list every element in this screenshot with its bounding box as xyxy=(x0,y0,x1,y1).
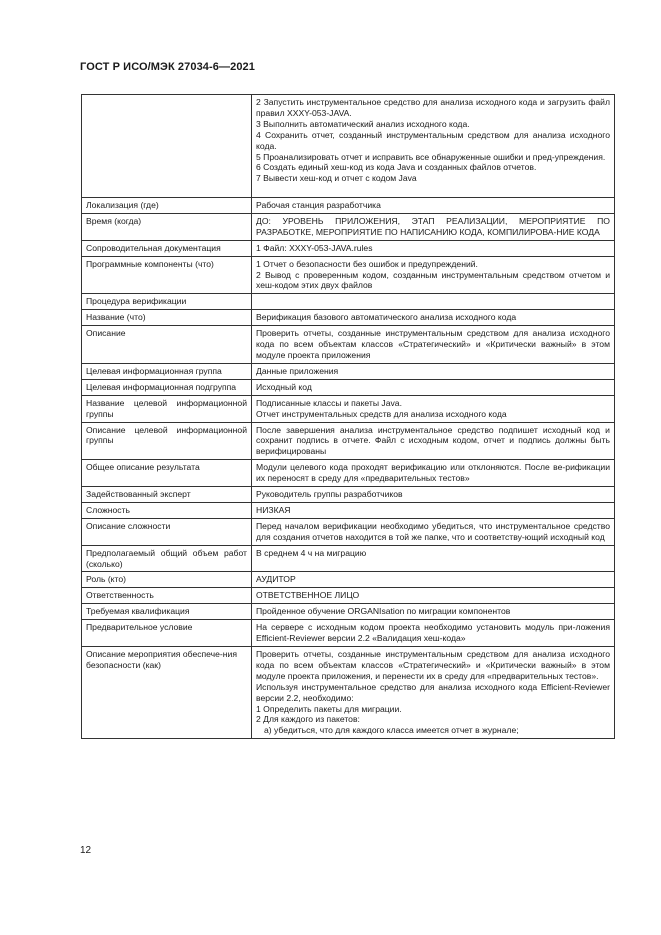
row-value: Верификация базового автоматического анализа исходного кода xyxy=(252,310,615,326)
row-label: Целевая информационная подгруппа xyxy=(82,379,252,395)
row-label: Время (когда) xyxy=(82,213,252,240)
row-value: ДО: УРОВЕНЬ ПРИЛОЖЕНИЯ, ЭТАП РЕАЛИЗАЦИИ, МЕРОПРИЯТИЕ ПО РАЗРАБОТКЕ, МЕРОПРИЯТИЕ ПО НАПИСАНИЮ КОДА, КОМПИЛИРОВА-НИЕ КОДА xyxy=(252,213,615,240)
value-line: 1 Отчет о безопасности без ошибок и предупреждений. xyxy=(256,258,478,269)
row-label: Предполагаемый общий объем работ (сколько) xyxy=(82,545,252,572)
table-row xyxy=(82,620,615,647)
row-value xyxy=(252,95,615,198)
row-value xyxy=(252,395,615,422)
value-line: 2 Для каждого из пакетов: xyxy=(256,714,360,725)
row-value: Проверить отчеты, созданные инструментальным средством для анализа исходного кода по всем объектам классов «Стратегический» и «Критически важный» в этом модуле проекта приложения xyxy=(252,326,615,364)
step-line: 6 Создать единый хеш-код из кода Java и созданных файлов отчетов. xyxy=(256,162,537,173)
step-line: 5 Проанализировать отчет и исправить все обнаруженные ошибки и пред-упреждения. xyxy=(256,151,606,162)
row-value xyxy=(252,647,615,739)
row-label: Описание мероприятия обеспече-ния безопасности (как) xyxy=(82,647,252,739)
row-value: Рабочая станция разработчика xyxy=(252,198,615,214)
value-line: Отчет инструментальных средств для анализа исходного кода xyxy=(256,408,507,419)
value-line: Используя инструментальное средство для анализа исходного кода Efficient-Reviewer версии 2.2, необходимо: xyxy=(256,681,610,703)
row-label: Предварительное условие xyxy=(82,620,252,647)
value-line: Проверить отчеты, созданные инструментальным средством для анализа исходного кода по всем объектам классов «Стратегический» и «Критически важный» в этом модуле проекта приложения, и перенести их в среду для «предварительных тестов». xyxy=(256,649,610,681)
table-row xyxy=(82,460,615,487)
row-value xyxy=(252,294,615,310)
row-label: Процедура верификации xyxy=(82,294,252,310)
row-label: Описание сложности xyxy=(82,518,252,545)
row-label: Ответственность xyxy=(82,588,252,604)
value-line: 1 Определить пакеты для миграции. xyxy=(256,703,402,714)
row-value: Данные приложения xyxy=(252,363,615,379)
row-label: Программные компоненты (что) xyxy=(82,256,252,294)
value-line: а) убедиться, что для каждого класса имеется отчет в журнале; xyxy=(264,725,519,736)
step-line: 3 Выполнить автоматический анализ исходного кода. xyxy=(256,118,470,129)
row-label: Название целевой информационной группы xyxy=(82,395,252,422)
row-label: Целевая информационная группа xyxy=(82,363,252,379)
row-value: Перед началом верификации необходимо убедиться, что инструментальное средство для создания отчетов находится в той же папке, что и соответству-ющий исходный код xyxy=(252,518,615,545)
value-line: Подписанные классы и пакеты Java. xyxy=(256,397,402,408)
row-label xyxy=(82,95,252,198)
row-value: После завершения анализа инструментальное средство подпишет исходный код и сохранит подпись в отчете. Файл с исходным кодом, отчет и подпись должны быть верифицированы xyxy=(252,422,615,460)
row-label: Сопроводительная документация xyxy=(82,240,252,256)
row-value: АУДИТОР xyxy=(252,572,615,588)
row-label: Задействованный эксперт xyxy=(82,487,252,503)
row-value xyxy=(252,256,615,294)
table-row xyxy=(82,604,615,620)
table-row xyxy=(82,95,615,198)
row-value: 1 Файл: XXXY-053-JAVA.rules xyxy=(252,240,615,256)
row-label: Требуемая квалификация xyxy=(82,604,252,620)
row-value: Руководитель группы разработчиков xyxy=(252,487,615,503)
table-row xyxy=(82,572,615,588)
table-row xyxy=(82,198,615,214)
table-row xyxy=(82,588,615,604)
row-label: Роль (кто) xyxy=(82,572,252,588)
row-value: ОТВЕТСТВЕННОЕ ЛИЦО xyxy=(252,588,615,604)
table-row xyxy=(82,256,615,294)
table-row xyxy=(82,502,615,518)
row-label: Локализация (где) xyxy=(82,198,252,214)
table-row xyxy=(82,379,615,395)
row-value: В среднем 4 ч на миграцию xyxy=(252,545,615,572)
row-value: НИЗКАЯ xyxy=(252,502,615,518)
row-value: Исходный код xyxy=(252,379,615,395)
row-value: На сервере с исходным кодом проекта необходимо установить модуль при-ложения Efficient-Reviewer версии 2.2 «Валидация хеш-кода» xyxy=(252,620,615,647)
row-value: Пройденное обучение ORGANIsation по миграции компонентов xyxy=(252,604,615,620)
row-label: Сложность xyxy=(82,502,252,518)
step-line: 7 Вывести хеш-код и отчет с кодом Java xyxy=(256,173,417,184)
table-row xyxy=(82,518,615,545)
table-row xyxy=(82,294,615,310)
table-row xyxy=(82,395,615,422)
table-row xyxy=(82,363,615,379)
verification-table xyxy=(81,94,615,739)
page-number: 12 xyxy=(80,845,92,856)
table-row xyxy=(82,422,615,460)
table-row xyxy=(82,240,615,256)
row-value: Модули целевого кода проходят верификацию или отклоняются. После ве-рификации их переносят в среду для «предварительных тестов» xyxy=(252,460,615,487)
table-row xyxy=(82,487,615,503)
table-row xyxy=(82,326,615,364)
table-row xyxy=(82,545,615,572)
row-label: Описание целевой информационной группы xyxy=(82,422,252,460)
step-line: 2 Запустить инструментальное средство для анализа исходного кода и загрузить файл правил XXXY-053-JAVA. xyxy=(256,97,610,118)
value-line: 2 Вывод с проверенным кодом, созданным инструментальным средством отчетом и хеш-кодом этих двух файлов xyxy=(256,269,610,291)
table-row xyxy=(82,310,615,326)
row-label: Описание xyxy=(82,326,252,364)
row-label: Название (что) xyxy=(82,310,252,326)
document-header: ГОСТ Р ИСО/МЭК 27034-6—2021 xyxy=(80,61,255,73)
step-line: 4 Сохранить отчет, созданный инструментальным средством для анализа исходного кода. xyxy=(256,129,610,151)
table-row xyxy=(82,213,615,240)
row-label: Общее описание результата xyxy=(82,460,252,487)
table-row xyxy=(82,647,615,739)
